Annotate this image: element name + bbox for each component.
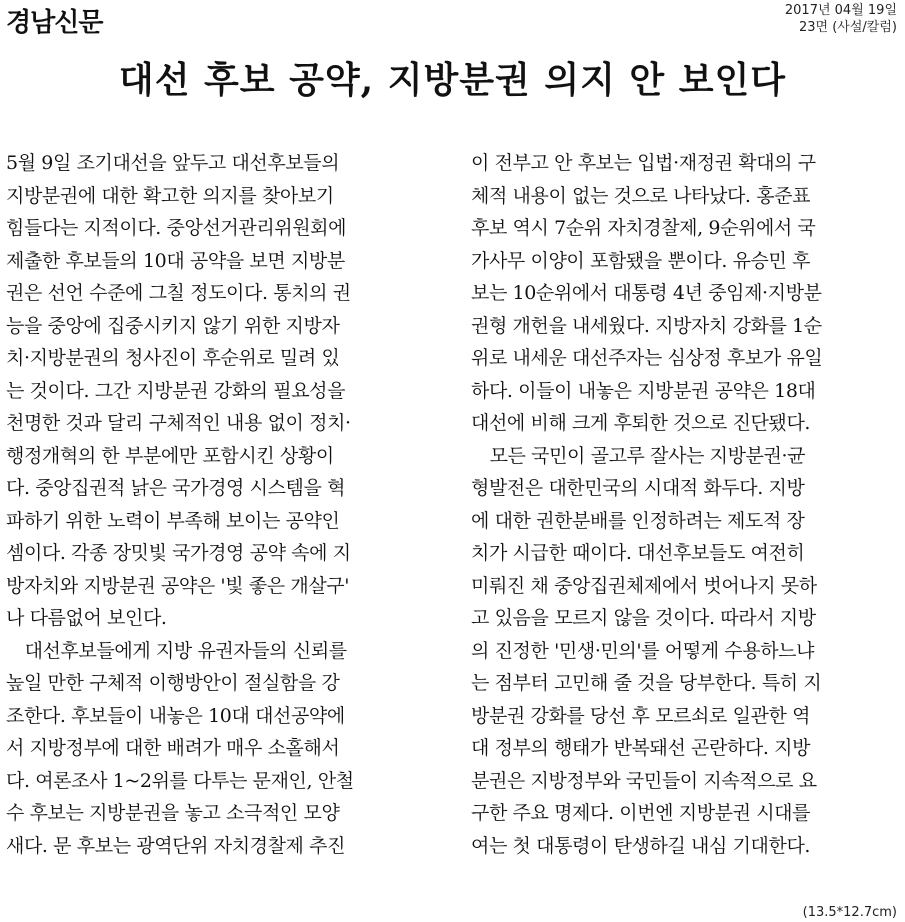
text-line: 서 지방정부에 대한 배려가 매우 소홀해서: [6, 737, 340, 759]
page-section: 23면 (사설/칼럼): [799, 20, 897, 35]
article-column-left: [6, 147, 438, 862]
text-line: 행정개혁의 한 부분에만 포함시킨 상황이: [6, 444, 334, 467]
article-column-right: [471, 147, 903, 862]
text-line: 가사무 이양이 포함됐을 뿐이다. 유승민 후: [471, 249, 811, 272]
text-line: 천명한 것과 달리 구체적인 내용 없이 정치·: [6, 412, 351, 434]
text-line: 제출한 후보들의 10대 공약을 보면 지방분: [6, 249, 345, 272]
text-line: 보는 10순위에서 대통령 4년 중임제·지방분: [471, 282, 822, 304]
text-line: 에 대한 권한분배를 인정하려는 제도적 장: [471, 509, 805, 532]
article-size-note: (13.5*12.7cm): [802, 905, 897, 920]
article-headline: 대선 후보 공약, 지방분권 의지 안 보인다: [118, 59, 787, 101]
text-line: 체적 내용이 없는 것으로 나타났다. 홍준표: [471, 184, 811, 207]
text-line: 위로 내세운 대선주자는 심상정 후보가 유일: [471, 347, 823, 369]
article-meta: [785, 2, 897, 36]
text-line: 여는 첫 대통령이 탄생하길 내심 기대한다.: [471, 834, 811, 857]
text-line: 대선에 비해 크게 후퇴한 것으로 진단됐다.: [471, 412, 811, 434]
text-line: 이 전부고 안 후보는 입법·재정권 확대의 구: [471, 152, 816, 174]
text-line: 새다. 문 후보는 광역단위 자치경찰제 추진: [6, 834, 346, 857]
text-line: 조한다. 후보들이 내놓은 10대 대선공약에: [6, 704, 345, 727]
text-line: 분권은 지방정부와 국민들이 지속적으로 요: [471, 769, 817, 792]
text-line: 대 정부의 행태가 반복돼선 곤란하다. 지방: [471, 737, 811, 759]
text-line: 셈이다. 각종 장밋빛 국가경영 공약 속에 지: [6, 542, 351, 564]
text-line: 수 후보는 지방분권을 놓고 소극적인 모양: [6, 802, 340, 824]
text-line: 지방분권에 대한 확고한 의지를 찾아보기: [6, 184, 334, 207]
text-line: 파하기 위한 노력이 부족해 보이는 공약인: [6, 509, 340, 532]
text-line: 치가 시급한 때이다. 대선후보들도 여전히: [471, 542, 805, 564]
text-line: 후보 역시 7순위 자치경찰제, 9순위에서 국: [471, 217, 816, 239]
text-line: 하다. 이들이 내놓은 지방분권 공약은 18대: [471, 379, 816, 402]
text-line: 방자치와 지방분권 공약은 '빛 좋은 개살구': [6, 574, 350, 597]
text-line: 는 점부터 고민해 줄 것을 당부한다. 특히 지: [471, 672, 822, 694]
text-line: 권은 선언 수준에 그칠 정도이다. 통치의 권: [6, 282, 351, 304]
text-line: 높일 만한 구체적 이행방안이 절실함을 강: [6, 672, 340, 694]
text-line: 나 다름없어 보인다.: [6, 607, 167, 629]
text-line: 모든 국민이 골고루 잘사는 지방분권·균: [471, 444, 806, 467]
text-line: 다. 여론조사 1~2위를 다투는 문재인, 안철: [6, 769, 354, 792]
text-line: 구한 주요 명제다. 이번엔 지방분권 시대를: [471, 802, 811, 824]
text-line: 의 진정한 '민생·민의'를 어떻게 수용하느냐: [471, 639, 815, 662]
text-line: 방분권 강화를 당선 후 모르쇠로 일관한 역: [471, 704, 811, 727]
publication-date: 2017년 04월 19일: [784, 3, 897, 18]
text-line: 고 있음을 모르지 않을 것이다. 따라서 지방: [471, 607, 816, 629]
text-line: 치·지방분권의 청사진이 후순위로 밀려 있: [6, 347, 340, 369]
text-line: 5월 9일 조기대선을 앞두고 대선후보들의: [6, 152, 340, 174]
text-line: 미뤄진 채 중앙집권체제에서 벗어나지 못하: [471, 574, 817, 597]
text-line: 대선후보들에게 지방 유권자들의 신뢰를: [6, 639, 347, 662]
text-line: 다. 중앙집권적 낡은 국가경영 시스템을 혁: [6, 477, 346, 499]
text-line: 는 것이다. 그간 지방분권 강화의 필요성을: [6, 379, 346, 402]
newspaper-masthead: 경남신문: [6, 8, 103, 38]
text-line: 힘들다는 지적이다. 중앙선거관리위원회에: [6, 217, 347, 239]
text-line: 형발전은 대한민국의 시대적 화두다. 지방: [471, 477, 805, 499]
text-line: 권형 개헌을 내세웠다. 지방자치 강화를 1순: [471, 314, 822, 337]
text-line: 능을 중앙에 집중시키지 않기 위한 지방자: [6, 314, 340, 337]
